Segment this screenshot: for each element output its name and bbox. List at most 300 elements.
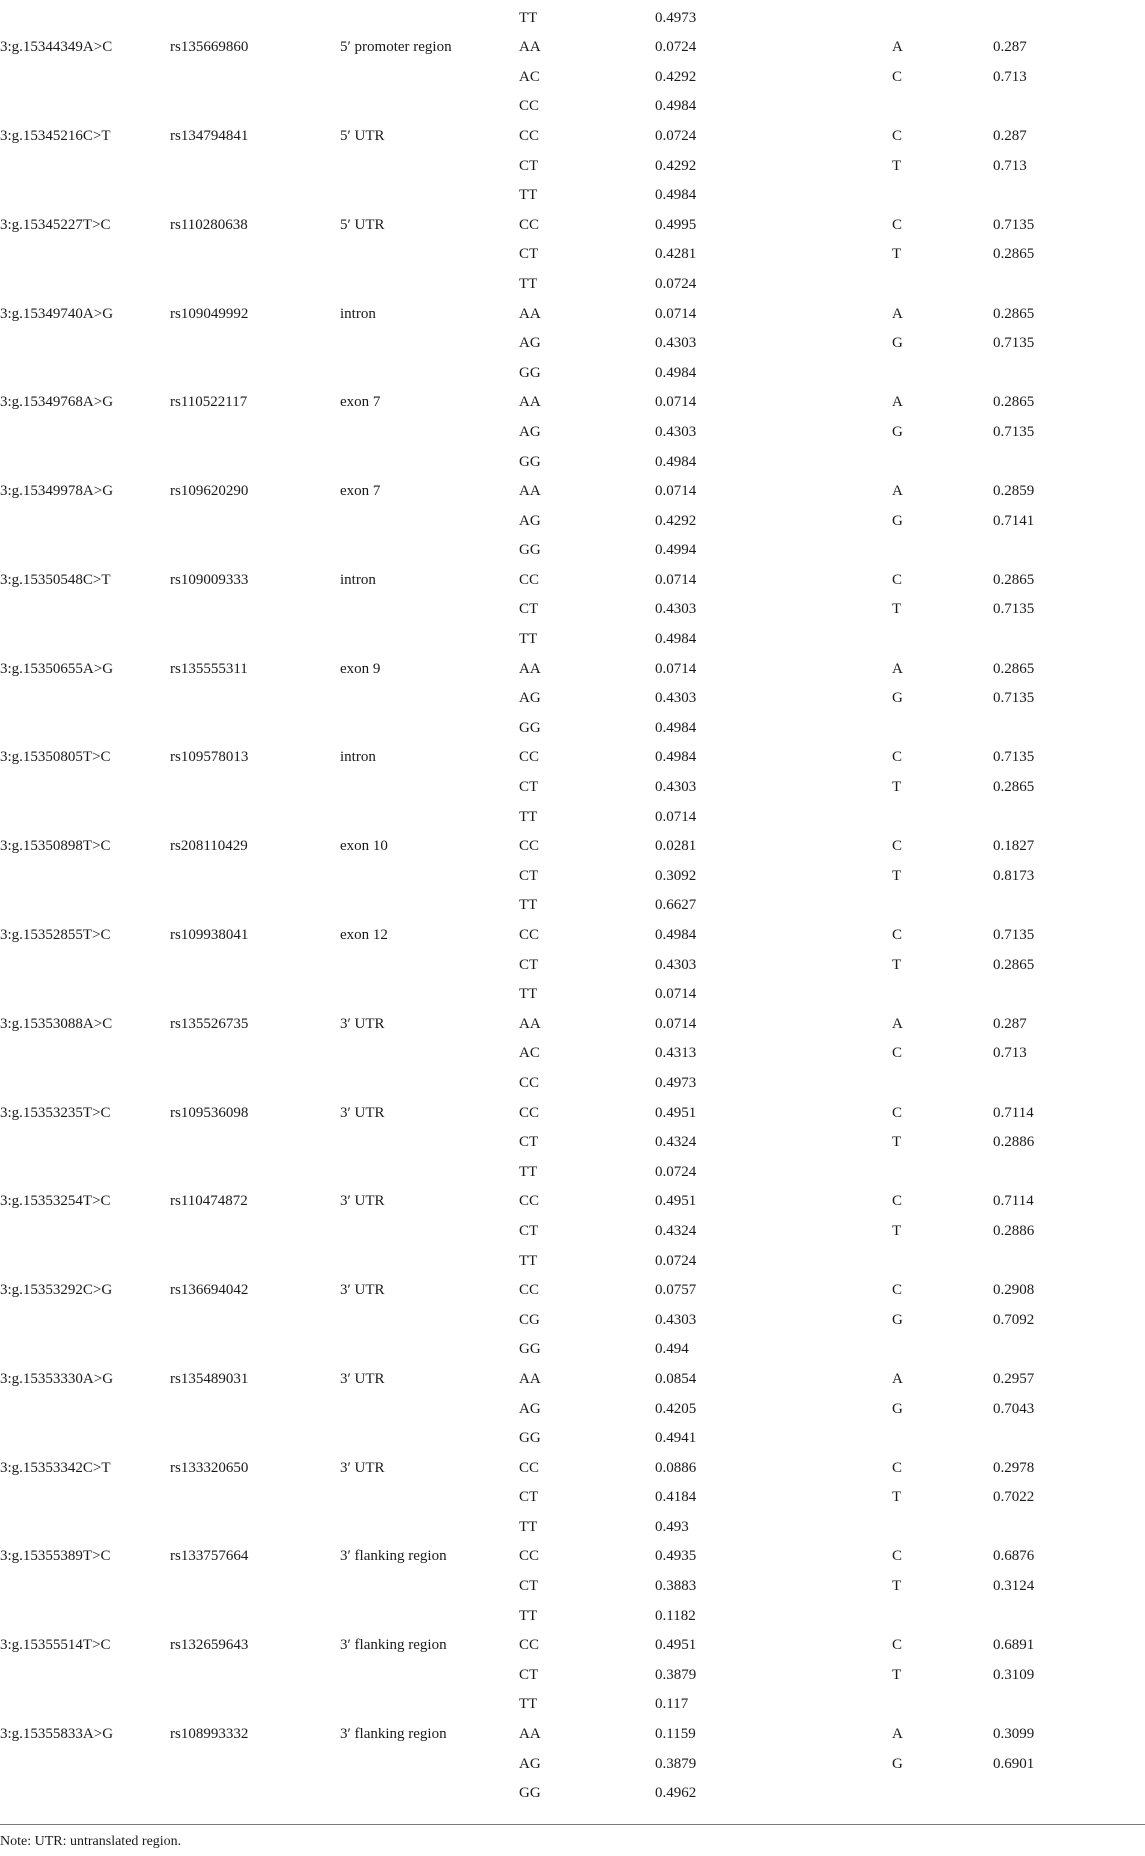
table-row bbox=[0, 1276, 1145, 1306]
genotype-frequency-cell: 0.4303 bbox=[655, 690, 697, 707]
table-row bbox=[0, 1395, 1145, 1425]
genotype-cell: CT bbox=[519, 1578, 539, 1595]
genotype-frequency-cell: 0.4984 bbox=[655, 364, 697, 381]
snp-position-cell: 3:g.15353292C>G bbox=[0, 1282, 113, 1299]
gene-region-cell: 5′ promoter region bbox=[340, 39, 452, 56]
allele-cell: A bbox=[892, 1726, 903, 1743]
snp-position-cell: 3:g.15349978A>G bbox=[0, 483, 114, 500]
genotype-cell: CC bbox=[519, 1459, 540, 1476]
allele-cell: C bbox=[892, 216, 903, 233]
rs-id-cell: rs109938041 bbox=[170, 927, 249, 943]
allele-cell: T bbox=[892, 1489, 902, 1506]
allele-cell: C bbox=[892, 1045, 903, 1062]
table-row bbox=[0, 33, 1145, 63]
allele-cell: C bbox=[892, 127, 903, 144]
table-row bbox=[0, 4, 1145, 34]
table-row bbox=[0, 1187, 1145, 1217]
genotype-frequency-cell: 0.3879 bbox=[655, 1666, 697, 1683]
allele-frequency-cell: 0.7022 bbox=[993, 1489, 1035, 1506]
genotype-frequency-cell: 0.4984 bbox=[655, 719, 697, 736]
genotype-cell: CC bbox=[519, 927, 540, 943]
table-row bbox=[0, 536, 1145, 566]
gene-region-cell: intron bbox=[340, 749, 376, 766]
genotype-cell: GG bbox=[519, 1341, 541, 1358]
genotype-cell: CT bbox=[519, 601, 539, 618]
genotype-cell: AC bbox=[519, 1045, 540, 1062]
gene-region-cell: exon 12 bbox=[340, 927, 388, 943]
genotype-cell: CT bbox=[519, 246, 539, 263]
genotype-frequency-cell: 0.4313 bbox=[655, 1045, 697, 1062]
genotype-frequency-cell: 0.0281 bbox=[655, 838, 697, 855]
genotype-frequency-cell: 0.0714 bbox=[655, 305, 697, 322]
genotype-frequency-cell: 0.493 bbox=[655, 1518, 689, 1535]
genotype-frequency-cell: 0.4973 bbox=[655, 1074, 697, 1091]
gene-region-cell: intron bbox=[340, 571, 376, 588]
rs-id-cell: rs108993332 bbox=[170, 1726, 249, 1743]
allele-frequency-cell: 0.6876 bbox=[993, 1548, 1035, 1565]
gene-region-cell: 3′ UTR bbox=[340, 1459, 385, 1476]
allele-frequency-cell: 0.2957 bbox=[993, 1370, 1035, 1387]
genotype-cell: AA bbox=[519, 660, 541, 677]
table-row bbox=[0, 300, 1145, 330]
genotype-frequency-cell: 0.0714 bbox=[655, 660, 697, 677]
allele-frequency-cell: 0.713 bbox=[993, 1045, 1027, 1062]
table-row bbox=[0, 418, 1145, 448]
genotype-frequency-cell: 0.4205 bbox=[655, 1400, 697, 1417]
genotype-cell: CT bbox=[519, 1666, 539, 1683]
table-row bbox=[0, 1779, 1145, 1809]
allele-frequency-cell: 0.2865 bbox=[993, 246, 1035, 263]
table-row bbox=[0, 1661, 1145, 1691]
genotype-cell: CT bbox=[519, 1134, 539, 1151]
allele-cell: C bbox=[892, 1548, 903, 1565]
gene-region-cell: exon 7 bbox=[340, 394, 381, 411]
snp-position-cell: 3:g.15345216C>T bbox=[0, 127, 111, 144]
table-row bbox=[0, 1128, 1145, 1158]
table-row bbox=[0, 951, 1145, 981]
genotype-frequency-cell: 0.0854 bbox=[655, 1370, 697, 1387]
allele-frequency-cell: 0.7135 bbox=[993, 335, 1035, 352]
genotype-cell: TT bbox=[519, 1252, 538, 1269]
gene-region-cell: 5′ UTR bbox=[340, 216, 385, 233]
table-row bbox=[0, 1483, 1145, 1513]
table-row bbox=[0, 595, 1145, 625]
allele-frequency-cell: 0.3099 bbox=[993, 1726, 1035, 1743]
genotype-frequency-cell: 0.4303 bbox=[655, 779, 697, 796]
snp-position-cell: 3:g.15355389T>C bbox=[0, 1548, 111, 1565]
rs-id-cell: rs109620290 bbox=[170, 483, 249, 500]
genotype-cell: CT bbox=[519, 1489, 539, 1506]
genotype-cell: CC bbox=[519, 838, 540, 855]
allele-frequency-cell: 0.713 bbox=[993, 157, 1027, 174]
genotype-cell: AG bbox=[519, 423, 541, 440]
genotype-frequency-cell: 0.0724 bbox=[655, 1252, 697, 1269]
allele-cell: C bbox=[892, 68, 903, 85]
genotype-frequency-cell: 0.0724 bbox=[655, 39, 697, 56]
genotype-cell: CC bbox=[519, 1637, 540, 1654]
snp-position-cell: 3:g.15355833A>G bbox=[0, 1726, 114, 1743]
allele-frequency-cell: 0.7135 bbox=[993, 216, 1035, 233]
table-row bbox=[0, 1720, 1145, 1750]
rs-id-cell: rs134794841 bbox=[170, 127, 249, 144]
table-row bbox=[0, 862, 1145, 892]
snp-position-cell: 3:g.15353342C>T bbox=[0, 1459, 111, 1476]
genotype-cell: GG bbox=[519, 1430, 541, 1447]
genotype-cell: GG bbox=[519, 719, 541, 736]
genotype-frequency-cell: 0.4303 bbox=[655, 956, 697, 973]
allele-cell: A bbox=[892, 483, 903, 500]
allele-frequency-cell: 0.8173 bbox=[993, 867, 1035, 884]
genotype-frequency-cell: 0.4984 bbox=[655, 749, 697, 766]
rs-id-cell: rs135526735 bbox=[170, 1015, 249, 1032]
genotype-cell: CT bbox=[519, 956, 539, 973]
genotype-frequency-cell: 0.4994 bbox=[655, 542, 697, 559]
genotype-cell: CC bbox=[519, 1074, 540, 1091]
table-row bbox=[0, 1365, 1145, 1395]
genotype-frequency-cell: 0.4973 bbox=[655, 9, 697, 26]
genotype-frequency-cell: 0.4292 bbox=[655, 157, 697, 174]
allele-frequency-cell: 0.287 bbox=[993, 39, 1027, 56]
table-row bbox=[0, 1424, 1145, 1454]
allele-frequency-cell: 0.6891 bbox=[993, 1637, 1035, 1654]
table-row bbox=[0, 1010, 1145, 1040]
genotype-frequency-cell: 0.4984 bbox=[655, 98, 697, 115]
genotype-cell: AA bbox=[519, 305, 541, 322]
gene-region-cell: exon 10 bbox=[340, 838, 388, 855]
genotype-cell: AA bbox=[519, 1726, 541, 1743]
genotype-cell: CC bbox=[519, 216, 540, 233]
allele-frequency-cell: 0.6901 bbox=[993, 1755, 1035, 1772]
allele-frequency-cell: 0.2978 bbox=[993, 1459, 1035, 1476]
allele-frequency-cell: 0.713 bbox=[993, 68, 1027, 85]
genotype-cell: AG bbox=[519, 512, 541, 529]
table-row bbox=[0, 1542, 1145, 1572]
genotype-cell: GG bbox=[519, 364, 541, 381]
genotype-frequency-cell: 0.6627 bbox=[655, 897, 697, 914]
table-row bbox=[0, 181, 1145, 211]
genotype-cell: CT bbox=[519, 779, 539, 796]
rs-id-cell: rs135489031 bbox=[170, 1370, 249, 1387]
table-row bbox=[0, 684, 1145, 714]
rs-id-cell: rs135669860 bbox=[170, 39, 249, 56]
gene-region-cell: 3′ flanking region bbox=[340, 1548, 447, 1565]
table-row bbox=[0, 507, 1145, 537]
table-row bbox=[0, 655, 1145, 685]
genotype-frequency-cell: 0.4951 bbox=[655, 1104, 697, 1121]
allele-frequency-cell: 0.287 bbox=[993, 127, 1027, 144]
allele-cell: C bbox=[892, 1282, 903, 1299]
gene-region-cell: exon 9 bbox=[340, 660, 381, 677]
allele-frequency-cell: 0.1827 bbox=[993, 838, 1035, 855]
table-row bbox=[0, 1069, 1145, 1099]
allele-cell: T bbox=[892, 246, 902, 263]
rs-id-cell: rs109536098 bbox=[170, 1104, 249, 1121]
genotype-frequency-cell: 0.4303 bbox=[655, 335, 697, 352]
genotype-cell: TT bbox=[519, 986, 538, 1003]
table-row bbox=[0, 921, 1145, 951]
genotype-frequency-cell: 0.4184 bbox=[655, 1489, 697, 1506]
allele-frequency-cell: 0.2865 bbox=[993, 660, 1035, 677]
table-row bbox=[0, 122, 1145, 152]
allele-frequency-cell: 0.287 bbox=[993, 1015, 1027, 1032]
snp-position-cell: 3:g.15345227T>C bbox=[0, 216, 111, 233]
allele-frequency-cell: 0.2865 bbox=[993, 571, 1035, 588]
genotype-cell: GG bbox=[519, 453, 541, 470]
genotype-cell: TT bbox=[519, 808, 538, 825]
snp-position-cell: 3:g.15353254T>C bbox=[0, 1193, 111, 1210]
genotype-frequency-cell: 0.4984 bbox=[655, 927, 697, 943]
genotype-frequency-cell: 0.0714 bbox=[655, 483, 697, 500]
allele-cell: C bbox=[892, 838, 903, 855]
genotype-frequency-cell: 0.4292 bbox=[655, 512, 697, 529]
allele-frequency-cell: 0.2865 bbox=[993, 779, 1035, 796]
table-row bbox=[0, 240, 1145, 270]
genotype-cell: AA bbox=[519, 1370, 541, 1387]
allele-cell: C bbox=[892, 1459, 903, 1476]
genotype-frequency-cell: 0.3092 bbox=[655, 867, 697, 884]
table-footnote: Note: UTR: untranslated region. bbox=[0, 1834, 182, 1849]
table-row bbox=[0, 743, 1145, 773]
genotype-frequency-cell: 0.0724 bbox=[655, 127, 697, 144]
genotype-cell: CC bbox=[519, 749, 540, 766]
genotype-cell: CG bbox=[519, 1311, 540, 1328]
rs-id-cell: rs109009333 bbox=[170, 571, 249, 588]
genotype-cell: AC bbox=[519, 68, 540, 85]
table-row bbox=[0, 1513, 1145, 1543]
gene-region-cell: 5′ UTR bbox=[340, 127, 385, 144]
genotype-frequency-cell: 0.3883 bbox=[655, 1578, 697, 1595]
table-row bbox=[0, 773, 1145, 803]
genotype-cell: TT bbox=[519, 1518, 538, 1535]
table-row bbox=[0, 1039, 1145, 1069]
table-row bbox=[0, 832, 1145, 862]
allele-cell: G bbox=[892, 335, 903, 352]
allele-frequency-cell: 0.7114 bbox=[993, 1193, 1034, 1210]
allele-cell: G bbox=[892, 423, 903, 440]
table-row bbox=[0, 1247, 1145, 1277]
rs-id-cell: rs135555311 bbox=[170, 660, 248, 677]
allele-cell: T bbox=[892, 956, 902, 973]
allele-cell: T bbox=[892, 601, 902, 618]
table-row bbox=[0, 152, 1145, 182]
rs-id-cell: rs132659643 bbox=[170, 1637, 249, 1654]
table-row bbox=[0, 388, 1145, 418]
table-row bbox=[0, 448, 1145, 478]
rs-id-cell: rs133757664 bbox=[170, 1548, 249, 1565]
allele-frequency-cell: 0.2865 bbox=[993, 394, 1035, 411]
genotype-cell: CT bbox=[519, 1222, 539, 1239]
genotype-cell: CC bbox=[519, 1193, 540, 1210]
table-row bbox=[0, 1335, 1145, 1365]
allele-frequency-cell: 0.2886 bbox=[993, 1222, 1035, 1239]
snp-position-cell: 3:g.15349768A>G bbox=[0, 394, 114, 411]
genotype-frequency-cell: 0.4935 bbox=[655, 1548, 697, 1565]
allele-cell: C bbox=[892, 1104, 903, 1121]
genotype-frequency-cell: 0.494 bbox=[655, 1341, 689, 1358]
genotype-frequency-cell: 0.4984 bbox=[655, 187, 697, 204]
table-row bbox=[0, 625, 1145, 655]
allele-cell: C bbox=[892, 571, 903, 588]
table-row bbox=[0, 477, 1145, 507]
table-row bbox=[0, 1217, 1145, 1247]
genotype-cell: TT bbox=[519, 897, 538, 914]
genotype-frequency-cell: 0.4303 bbox=[655, 601, 697, 618]
allele-frequency-cell: 0.3124 bbox=[993, 1578, 1035, 1595]
genotype-cell: AA bbox=[519, 39, 541, 56]
rs-id-cell: rs208110429 bbox=[170, 838, 248, 855]
rs-id-cell: rs110522117 bbox=[170, 394, 248, 411]
allele-cell: C bbox=[892, 749, 903, 766]
genotype-frequency-cell: 0.0714 bbox=[655, 571, 697, 588]
snp-position-cell: 3:g.15350898T>C bbox=[0, 838, 111, 855]
genotype-frequency-cell: 0.4324 bbox=[655, 1134, 697, 1151]
allele-frequency-cell: 0.7135 bbox=[993, 690, 1035, 707]
genotype-frequency-cell: 0.4984 bbox=[655, 631, 697, 648]
snp-position-cell: 3:g.15349740A>G bbox=[0, 305, 114, 322]
genotype-cell: CT bbox=[519, 867, 539, 884]
table-row bbox=[0, 329, 1145, 359]
allele-cell: C bbox=[892, 1193, 903, 1210]
table-row bbox=[0, 1306, 1145, 1336]
allele-frequency-cell: 0.7135 bbox=[993, 601, 1035, 618]
genotype-frequency-cell: 0.0757 bbox=[655, 1282, 697, 1299]
gene-region-cell: 3′ UTR bbox=[340, 1370, 385, 1387]
allele-cell: A bbox=[892, 1015, 903, 1032]
allele-cell: T bbox=[892, 1222, 902, 1239]
genotype-frequency-cell: 0.4292 bbox=[655, 68, 697, 85]
genotype-frequency-cell: 0.0714 bbox=[655, 986, 697, 1003]
genotype-frequency-cell: 0.4303 bbox=[655, 423, 697, 440]
genotype-frequency-cell: 0.0714 bbox=[655, 808, 697, 825]
genotype-cell: TT bbox=[519, 631, 538, 648]
allele-cell: T bbox=[892, 779, 902, 796]
genotype-frequency-cell: 0.4951 bbox=[655, 1193, 697, 1210]
genotype-cell: GG bbox=[519, 542, 541, 559]
snp-position-cell: 3:g.15352855T>C bbox=[0, 927, 111, 943]
allele-cell: T bbox=[892, 867, 902, 884]
genotype-cell: TT bbox=[519, 1607, 538, 1624]
genotype-cell: TT bbox=[519, 187, 538, 204]
gene-region-cell: intron bbox=[340, 305, 376, 322]
allele-cell: T bbox=[892, 1666, 902, 1683]
genotype-frequency-cell: 0.117 bbox=[655, 1696, 689, 1713]
genotype-cell: AG bbox=[519, 1755, 541, 1772]
allele-cell: A bbox=[892, 39, 903, 56]
allele-cell: A bbox=[892, 660, 903, 677]
snp-position-cell: 3:g.15353330A>G bbox=[0, 1370, 114, 1387]
genotype-cell: CC bbox=[519, 1282, 540, 1299]
genotype-cell: TT bbox=[519, 1696, 538, 1713]
rs-id-cell: rs133320650 bbox=[170, 1459, 249, 1476]
table-row bbox=[0, 1454, 1145, 1484]
allele-frequency-cell: 0.3109 bbox=[993, 1666, 1035, 1683]
table-row bbox=[0, 63, 1145, 93]
genotype-frequency-cell: 0.4951 bbox=[655, 1637, 697, 1654]
allele-frequency-cell: 0.7114 bbox=[993, 1104, 1034, 1121]
genotype-frequency-cell: 0.3879 bbox=[655, 1755, 697, 1772]
allele-cell: G bbox=[892, 1400, 903, 1417]
allele-cell: T bbox=[892, 1134, 902, 1151]
allele-cell: A bbox=[892, 394, 903, 411]
genotype-cell: GG bbox=[519, 1785, 541, 1802]
snp-position-cell: 3:g.15350548C>T bbox=[0, 571, 111, 588]
genotype-cell: AG bbox=[519, 335, 541, 352]
table-row bbox=[0, 1690, 1145, 1720]
table-row bbox=[0, 714, 1145, 744]
rs-id-cell: rs136694042 bbox=[170, 1282, 249, 1299]
genotype-frequency-cell: 0.0714 bbox=[655, 1015, 697, 1032]
allele-cell: G bbox=[892, 512, 903, 529]
gene-region-cell: 3′ flanking region bbox=[340, 1637, 447, 1654]
genotype-frequency-cell: 0.4281 bbox=[655, 246, 697, 263]
allele-cell: T bbox=[892, 1578, 902, 1595]
gene-region-cell: 3′ flanking region bbox=[340, 1726, 447, 1743]
genotype-frequency-cell: 0.4303 bbox=[655, 1311, 697, 1328]
genotype-frequency-cell: 0.0714 bbox=[655, 394, 697, 411]
gene-region-cell: 3′ UTR bbox=[340, 1015, 385, 1032]
table-bottom-rule bbox=[0, 1824, 1145, 1825]
genotype-cell: AA bbox=[519, 394, 541, 411]
table-row bbox=[0, 1158, 1145, 1188]
allele-cell: G bbox=[892, 690, 903, 707]
allele-frequency-cell: 0.7135 bbox=[993, 927, 1035, 943]
table-row bbox=[0, 891, 1145, 921]
rs-id-cell: rs109049992 bbox=[170, 305, 249, 322]
allele-frequency-cell: 0.7092 bbox=[993, 1311, 1035, 1328]
snp-position-cell: 3:g.15344349A>C bbox=[0, 39, 113, 56]
allele-cell: T bbox=[892, 157, 902, 174]
table-row bbox=[0, 270, 1145, 300]
genotype-frequency-cell: 0.4941 bbox=[655, 1430, 697, 1447]
genotype-cell: AA bbox=[519, 1015, 541, 1032]
genotype-cell: CT bbox=[519, 157, 539, 174]
snp-position-cell: 3:g.15355514T>C bbox=[0, 1637, 111, 1654]
allele-cell: A bbox=[892, 305, 903, 322]
rs-id-cell: rs110474872 bbox=[170, 1193, 248, 1210]
allele-frequency-cell: 0.2865 bbox=[993, 956, 1035, 973]
allele-cell: C bbox=[892, 927, 903, 943]
table-row bbox=[0, 980, 1145, 1010]
table-row bbox=[0, 1572, 1145, 1602]
table-row bbox=[0, 1099, 1145, 1129]
table-row bbox=[0, 92, 1145, 122]
gene-region-cell: exon 7 bbox=[340, 483, 381, 500]
table-row bbox=[0, 1750, 1145, 1780]
allele-frequency-cell: 0.7135 bbox=[993, 749, 1035, 766]
genotype-frequency-cell: 0.4962 bbox=[655, 1785, 697, 1802]
allele-cell: G bbox=[892, 1755, 903, 1772]
snp-position-cell: 3:g.15353235T>C bbox=[0, 1104, 111, 1121]
genotype-cell: TT bbox=[519, 9, 538, 26]
genotype-cell: CC bbox=[519, 571, 540, 588]
gene-region-cell: 3′ UTR bbox=[340, 1104, 385, 1121]
genotype-cell: CC bbox=[519, 127, 540, 144]
allele-cell: C bbox=[892, 1637, 903, 1654]
allele-frequency-cell: 0.2865 bbox=[993, 305, 1035, 322]
genotype-frequency-cell: 0.0886 bbox=[655, 1459, 697, 1476]
snp-position-cell: 3:g.15350805T>C bbox=[0, 749, 111, 766]
genotype-cell: AG bbox=[519, 690, 541, 707]
allele-frequency-cell: 0.2859 bbox=[993, 483, 1035, 500]
genotype-frequency-cell: 0.4324 bbox=[655, 1222, 697, 1239]
genotype-cell: CC bbox=[519, 98, 540, 115]
table-row bbox=[0, 211, 1145, 241]
genotype-cell: TT bbox=[519, 275, 538, 292]
allele-frequency-cell: 0.7043 bbox=[993, 1400, 1035, 1417]
genotype-cell: CC bbox=[519, 1548, 540, 1565]
genotype-cell: AG bbox=[519, 1400, 541, 1417]
rs-id-cell: rs109578013 bbox=[170, 749, 249, 766]
